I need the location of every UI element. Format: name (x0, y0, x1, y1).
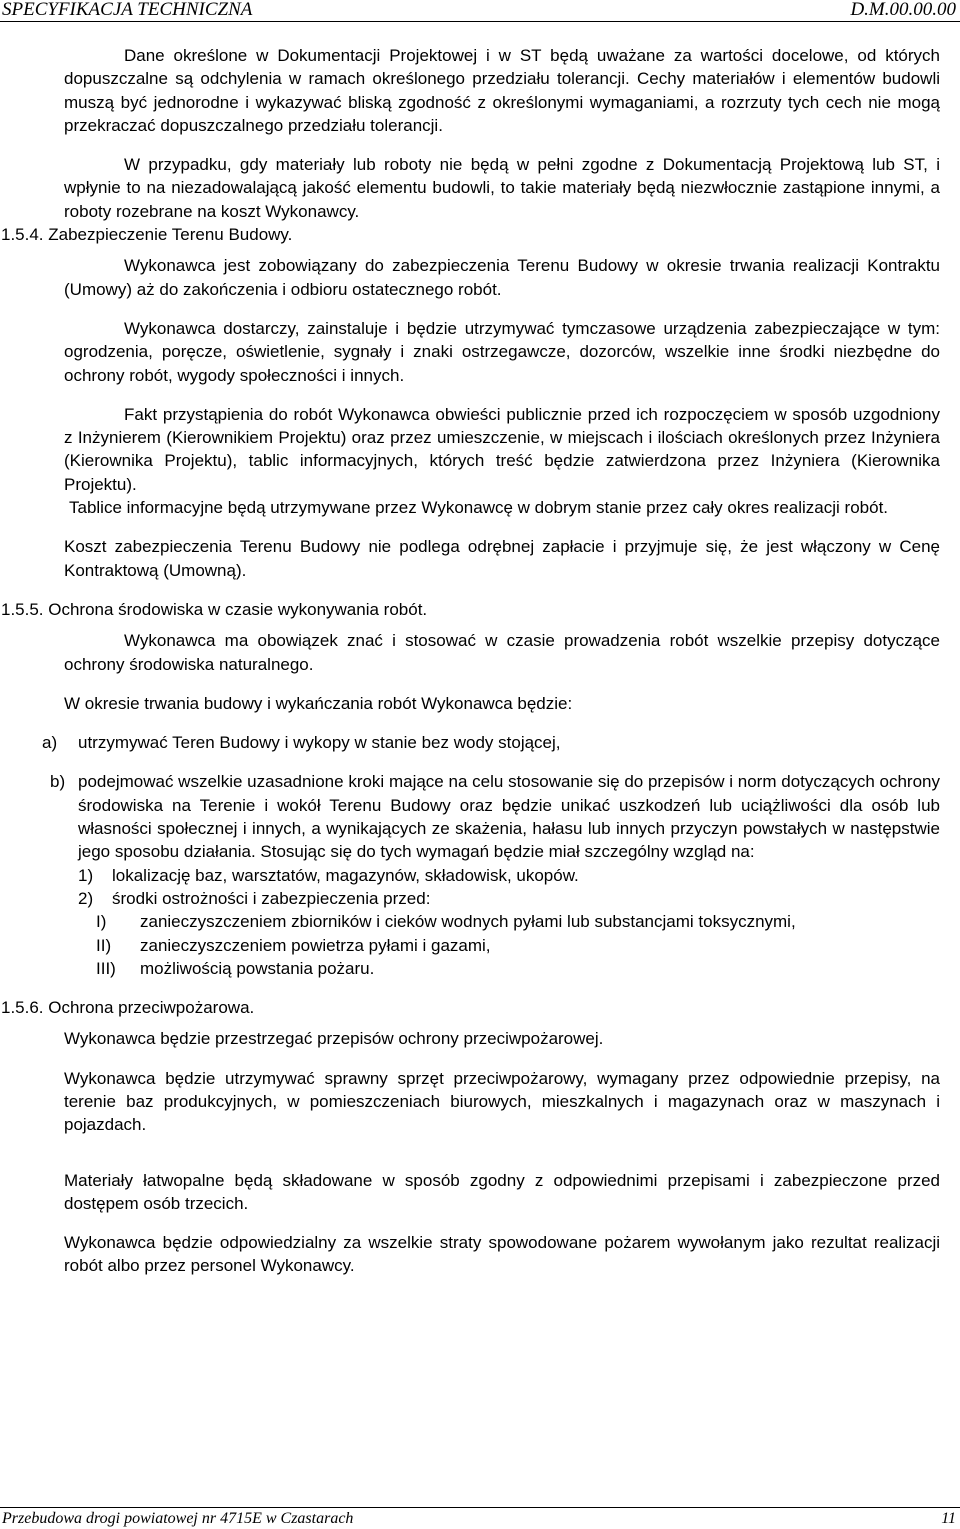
footer-rule (0, 1507, 960, 1508)
paragraph: Dane określone w Dokumentacji Projektowej i w ST będą uważane za wartości docelowe, od których dopuszczalne są odchylenia w ramach określonego przedziału tolerancji. Cechy materiałów i elementów budowli muszą być jednorodne i wykazywać bliską zgodność z określonymi wymaganiami, a rozrzuty tych cech nie mogą przekraczać dopuszczalnego przedziału tolerancji. (64, 46, 940, 135)
paragraph: Materiały łatwopalne będą składowane w sposób zgodny z odpowiednimi przepisami i zabezpieczone przed dostępem osób trzecich. (64, 1170, 940, 1213)
list-item: 1) lokalizację baz, warsztatów, magazynów, składowisk, ukopów. (78, 865, 579, 885)
page-number: 11 (941, 1510, 956, 1527)
paragraph: Fakt przystąpienia do robót Wykonawca obwieści publicznie przed ich rozpoczęciem w sposób uzgodniony z Inżynierem (Kierownikiem Projektu) oraz przez umieszczenie, w miejscach i ilościach określonych przez Inżyniera (Kierownika Projektu), tablic informacyjnych, których treść będzie zatwierdzona przez Inżyniera (Kierownika Projektu). (64, 404, 940, 494)
list-item: a) utrzymywać Teren Budowy i wykopy w stanie bez wody stojącej, (42, 733, 561, 753)
paragraph: Wykonawca będzie odpowiedzialny za wszelkie straty spowodowane pożarem wywołanym jako rezultat realizacji robót albo przez personel Wykonawcy. (64, 1233, 940, 1276)
section-heading-1-5-6: 1.5.6. Ochrona przeciwpożarowa. (1, 998, 255, 1018)
paragraph: W okresie trwania budowy i wykańczania robót Wykonawca będzie: (64, 693, 573, 713)
header-rule (0, 21, 960, 22)
paragraph: Wykonawca jest zobowiązany do zabezpieczenia Terenu Budowy w okresie trwania realizacji Kontraktu (Umowy) aż do zakończenia i odbioru ostatecznego robót. (64, 256, 940, 299)
document-body (1, 44, 940, 1278)
footer-project-title: Przebudowa drogi powiatowej nr 4715E w Czastarach (2, 1510, 354, 1527)
paragraph: Wykonawca ma obowiązek znać i stosować w czasie prowadzenia robót wszelkie przepisy dotyczące ochrony środowiska naturalnego. (64, 631, 940, 674)
page-header (0, 0, 960, 22)
header-doc-code: D.M.00.00.00 (850, 0, 956, 20)
header-title: SPECYFIKACJA TECHNICZNA (2, 0, 253, 20)
list-item: I) zanieczyszczeniem zbiorników i cieków wodnych pyłami lub substancjami toksycznymi, (96, 912, 796, 932)
list-item: 2) środki ostrożności i zabezpieczenia przed: (78, 888, 431, 908)
paragraph: Koszt zabezpieczenia Terenu Budowy nie podlega odrębnej zapłacie i przyjmuje się, że jest włączony w Cenę Kontraktową (Umowną). (64, 537, 940, 580)
section-heading-1-5-4: 1.5.4. Zabezpieczenie Terenu Budowy. (1, 225, 293, 245)
page-footer (0, 1507, 960, 1529)
paragraph: Tablice informacyjne będą utrzymywane przez Wykonawcę w dobrym stanie przez cały okres realizacji robót. (69, 498, 889, 518)
paragraph: W przypadku, gdy materiały lub roboty nie będą w pełni zgodne z Dokumentacją Projektową lub ST, i wpłynie to na niezadowalającą jakość elementu budowli, to takie materiały będą niezwłocznie zastąpione innymi, a roboty rozebrane na koszt Wykonawcy. (64, 155, 940, 221)
list-item: II) zanieczyszczeniem powietrza pyłami i gazami, (96, 935, 491, 955)
paragraph: Wykonawca będzie utrzymywać sprawny sprzęt przeciwpożarowy, wymagany przez odpowiednie przepisy, na terenie baz produkcyjnych, w pomieszczeniach biurowych, mieszkalnych i magazynach oraz w maszynach i pojazdach. (64, 1068, 940, 1135)
list-item: III) możliwością powstania pożaru. (96, 958, 375, 978)
paragraph: Wykonawca będzie przestrzegać przepisów ochrony przeciwpożarowej. (64, 1029, 604, 1049)
list-item: b) podejmować wszelkie uzasadnione kroki mające na celu stosowanie się do przepisów i norm dotyczących ochrony środowiska na Terenie i wokół Terenu Budowy oraz będzie unikać uszkodzeń lub uciążliwości dla osób lub własności społecznej i innych, a wynikających ze skażenia, hałasu lub innych przyczyn powstałych w następstwie jego sposobu działania. Stosując się do tych wymagań będzie miał szczególny wzgląd na: 1) lokalizację baz, warsztatów, magazynów, składowisk, ukopów. 2) środki ostrożności i zabezpieczenia przed: I) zanieczyszczeniem zbiorników i cieków wodnych pyłami lub substancjami toksycznymi, II) zanieczyszczeniem powietrza pyłami i gazami, III) możliwością powstania pożaru. (50, 770, 940, 980)
paragraph: Wykonawca dostarczy, zainstaluje i będzie utrzymywać tymczasowe urządzenia zabezpieczające w tym: ogrodzenia, poręcze, oświetlenie, sygnały i znaki ostrzegawcze, dozorców, wszelkie inne środki niezbędne do ochrony robót, wygody społeczności i innych. (64, 318, 940, 385)
section-heading-1-5-5: 1.5.5. Ochrona środowiska w czasie wykonywania robót. (1, 599, 428, 619)
